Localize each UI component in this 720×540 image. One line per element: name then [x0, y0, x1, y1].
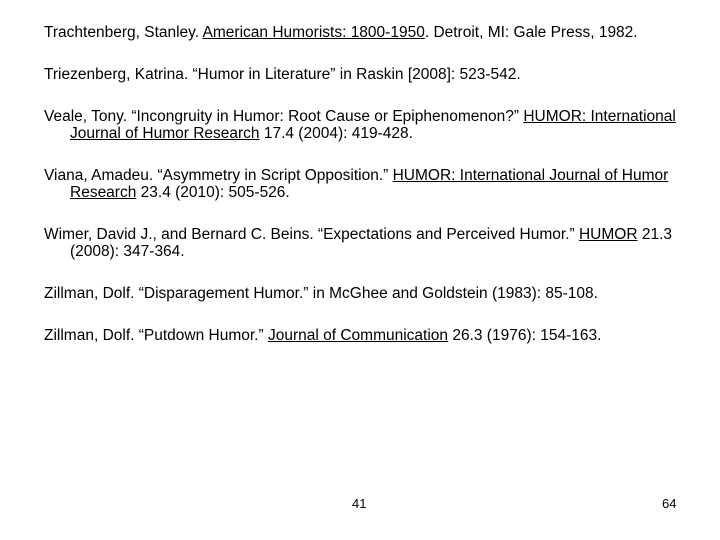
slide-number: 41 — [352, 496, 367, 511]
reference-entry — [44, 285, 704, 302]
reference-details: 26.3 (1976): 154-163. — [448, 327, 602, 344]
reference-entry — [44, 226, 704, 260]
reference-title: Journal of Communication — [267, 327, 449, 344]
reference-text: Trachtenberg, Stanley. — [44, 24, 203, 41]
reference-details: 17.4 (2004): 419-428. — [259, 125, 413, 142]
reference-details: 21.3 (2008): 347-364. — [70, 226, 673, 260]
reference-list — [44, 24, 704, 369]
reference-entry — [44, 66, 704, 83]
reference-title: HUMOR: International Journal of Humor Research — [70, 108, 676, 142]
reference-text: Viana, Amadeu. “Asymmetry in Script Opposition.” — [44, 167, 393, 184]
page-number: 64 — [662, 496, 677, 511]
reference-entry — [44, 167, 704, 201]
reference-text: Zillman, Dolf. “Putdown Humor.” — [44, 327, 268, 344]
reference-title: American Humorists: 1800-1950 — [202, 24, 425, 41]
reference-details: . Detroit, MI: Gale Press, 1982. — [424, 24, 638, 41]
reference-text: Zillman, Dolf. “Disparagement Humor.” in McGhee and Goldstein (1983): 85-108. — [44, 285, 598, 302]
reference-text: Veale, Tony. “Incongruity in Humor: Root Cause or Epiphenomenon?” — [44, 108, 524, 125]
reference-entry — [44, 108, 704, 142]
reference-details: 23.4 (2010): 505-526. — [136, 184, 290, 201]
reference-text: Wimer, David J., and Bernard C. Beins. “Expectations and Perceived Humor.” — [44, 226, 579, 243]
reference-entry — [44, 327, 704, 344]
reference-title: HUMOR: International Journal of Humor Research — [70, 167, 669, 201]
reference-entry — [44, 24, 704, 41]
reference-title: HUMOR — [578, 226, 638, 243]
reference-text: Triezenberg, Katrina. “Humor in Literature” in Raskin [2008]: 523-542. — [44, 66, 521, 83]
